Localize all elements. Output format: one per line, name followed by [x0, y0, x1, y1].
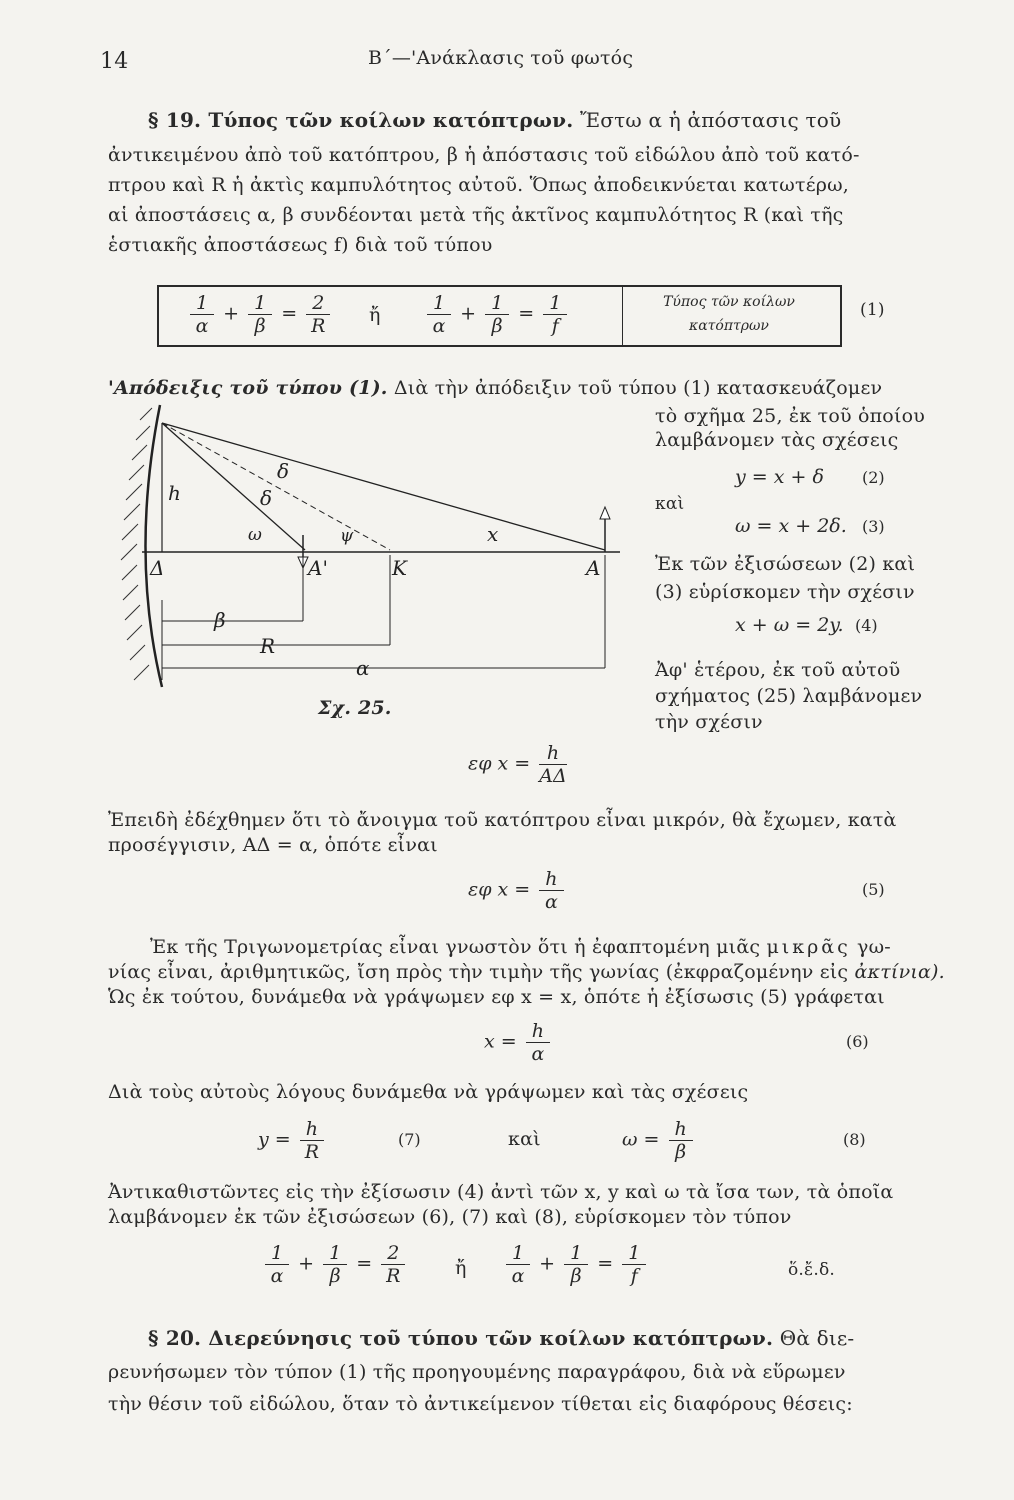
small-opening-line-1: Ἐπειδὴ ἐδέχθημεν ὅτι τὸ ἄνοιγμα τοῦ κατόπτρου εἶναι μικρόν, θὰ ἔχωμεν, κατὰ: [108, 809, 897, 831]
label-psi: ψ: [340, 526, 354, 546]
equation-3-number: (3): [862, 517, 885, 536]
proof-line-2: τὸ σχῆμα 25, ἐκ τοῦ ὁποίου: [655, 405, 925, 427]
section-19-line-1-rest: Ἔστω α ἡ ἀπόστασις τοῦ: [579, 108, 842, 132]
section-20-line-1: [148, 1326, 854, 1350]
label-omega: ω: [248, 525, 262, 545]
section-19-line-2: ἀντικειμένου ἀπὸ τοῦ κατόπτρου, β ἡ ἀπόστασις τοῦ εἰδώλου ἀπὸ τοῦ κατό-: [108, 144, 860, 166]
concave-mirror: [145, 405, 165, 687]
equation-4-number: (4): [855, 616, 878, 635]
substitution-line-1: Ἀντικαθιστῶντες εἰς τὴν ἐξίσωσιν (4) ἀντὶ τῶν x, y καὶ ω τὰ ἴσα των, τὰ ὁποῖα: [108, 1181, 894, 1203]
substitution-line-2: λαμβάνομεν ἐκ τῶν ἐξισώσεων (6), (7) καὶ (8), εὑρίσκομεν τὸν τύπον: [108, 1206, 792, 1228]
section-20-line-3: τὴν θέσιν τοῦ εἰδώλου, ὅταν τὸ ἀντικείμενον τίθεται εἰς διαφόρους θέσεις:: [108, 1393, 853, 1415]
section-20-title: § 20. Διερεύνησις τοῦ τύπου τῶν κοίλων κατόπτρων.: [148, 1326, 774, 1350]
final-formula-focal: $\frac{1}{\alpha}$ + $\frac{1}{\beta}$ = $\frac{1}{f}$: [503, 1242, 649, 1287]
label-delta-2: δ: [260, 486, 273, 510]
section-19-line-4: αἱ ἀποστάσεις α, β συνδέονται μετὰ τῆς ἀκτῖνος καμπυλότητος R (καὶ τῆς: [108, 204, 844, 226]
label-x: x: [487, 522, 499, 546]
label-Delta: Δ: [150, 556, 165, 580]
equation-6: x = $\frac{h}{\alpha}$: [484, 1020, 553, 1065]
formula-divider: [622, 287, 623, 345]
section-19-title: § 19. Τύπος τῶν κοίλων κατόπτρων.: [148, 108, 574, 132]
equation-5-number: (5): [862, 880, 885, 899]
label-alpha: α: [356, 656, 370, 680]
equation-tan-1: εφ x = $\frac{h}{A\Delta}$: [468, 742, 567, 787]
figure-caption: Σχ. 25.: [318, 697, 392, 719]
incident-ray: [162, 423, 605, 550]
running-title: Β΄—'Ανάκλασις τοῦ φωτός: [368, 47, 634, 69]
small-opening-line-2: προσέγγισιν, AΔ = α, ὁπότε εἶναι: [108, 834, 438, 856]
equation-8-number: (8): [843, 1130, 866, 1149]
mirror-hatching: [121, 408, 152, 680]
label-h: h: [168, 481, 181, 505]
section-20-line-1-rest: Θὰ διε-: [779, 1326, 855, 1350]
proof-line-7: σχήματος (25) λαμβάνομεν: [655, 685, 923, 707]
section-19-line-1: [148, 108, 841, 132]
formula-box: [157, 285, 842, 347]
proof-line-8: τὴν σχέσιν: [655, 711, 763, 733]
proof-kai: καὶ: [655, 494, 685, 514]
section-20-line-2: ρευνήσωμεν τὸν τύπον (1) τῆς προηγουμένης παραγράφου, διὰ νὰ εὕρωμεν: [108, 1361, 846, 1383]
trig-line-3: Ὡς ἐκ τούτου, δυνάμεθα νὰ γράψωμεν εφ x = x, ὁπότε ἡ ἐξίσωσις (5) γράφεται: [108, 986, 885, 1008]
formula-label: Τύπος τῶν κοίλων κατόπτρων: [663, 294, 795, 334]
proof-line-3: λαμβάνομεν τὰς σχέσεις: [655, 429, 899, 451]
equation-2-number: (2): [862, 468, 885, 487]
label-R: R: [260, 634, 276, 658]
section-19-line-3: πτρου καὶ R ἡ ἀκτὶς καμπυλότητος αὐτοῦ. Ὅπως ἀποδεικνύεται κατωτέρω,: [108, 174, 850, 196]
page-number: 14: [100, 49, 129, 74]
final-formula-curvature: $\frac{1}{\alpha}$ + $\frac{1}{\beta}$ = $\frac{2}{R}$: [262, 1242, 408, 1287]
label-beta: β: [214, 608, 226, 632]
label-K: K: [392, 556, 407, 580]
equation-3: ω = x + 2δ.: [735, 515, 847, 537]
equation-7: y = $\frac{h}{R}$: [258, 1118, 327, 1163]
trig-line-2: νίας εἶναι, ἀριθμητικῶς, ἴση πρὸς τὴν τιμὴν τῆς γωνίας (ἐκφραζομένην εἰς ἀκτίνια).: [108, 961, 945, 983]
proof-line-5: (3) εὑρίσκομεν τὴν σχέσιν: [655, 581, 915, 603]
proof-line-1-rest: Διὰ τὴν ἀπόδειξιν τοῦ τύπου (1) κατασκευάζομεν: [393, 377, 883, 399]
label-A-prime: A': [308, 556, 328, 580]
final-formula-or: ἤ: [455, 1257, 467, 1279]
label-A: A: [586, 556, 601, 580]
equation-8-kai: καὶ: [508, 1128, 541, 1150]
equation-7-number: (7): [398, 1130, 421, 1149]
proof-line-6: Ἀφ' ἑτέρου, ἐκ τοῦ αὐτοῦ: [655, 659, 901, 681]
formula-focal: $\frac{1}{\alpha}$ + $\frac{1}{\beta}$ = $\frac{1}{f}$: [424, 292, 570, 337]
normal-line: [162, 423, 390, 550]
equation-4: x + ω = 2y.: [735, 614, 844, 636]
same-reasons-line: Διὰ τοὺς αὐτοὺς λόγους δυνάμεθα νὰ γράψωμεν καὶ τὰς σχέσεις: [108, 1081, 749, 1103]
reflected-ray: [162, 423, 305, 550]
equation-8: ω = $\frac{h}{\beta}$: [622, 1118, 696, 1163]
formula-or: ἤ: [369, 304, 381, 326]
label-delta-1: δ: [277, 459, 290, 483]
formula-curvature: $\frac{1}{\alpha}$ + $\frac{1}{\beta}$ = $\frac{2}{R}$: [187, 292, 333, 337]
equation-6-number: (6): [846, 1032, 869, 1051]
formula-number: (1): [860, 300, 885, 320]
proof-line-4: Ἐκ τῶν ἐξισώσεων (2) καὶ: [655, 553, 916, 575]
qed: ὅ.ἔ.δ.: [788, 1260, 836, 1280]
equation-5: εφ x = $\frac{h}{\alpha}$: [468, 868, 567, 913]
trig-line-1: Ἐκ τῆς Τριγωνομετρίας εἶναι γνωστὸν ὅτι ἡ ἐφαπτομένη μιᾶς μικρᾶς γω-: [150, 936, 891, 958]
equation-2: y = x + δ: [735, 466, 824, 488]
proof-heading: 'Απόδειξις τοῦ τύπου (1).: [108, 377, 388, 399]
object-arrowhead: [600, 507, 610, 519]
section-19-line-5: ἑστιακῆς ἀποστάσεως f) διὰ τοῦ τύπου: [108, 234, 493, 256]
figure-25: [100, 395, 630, 740]
